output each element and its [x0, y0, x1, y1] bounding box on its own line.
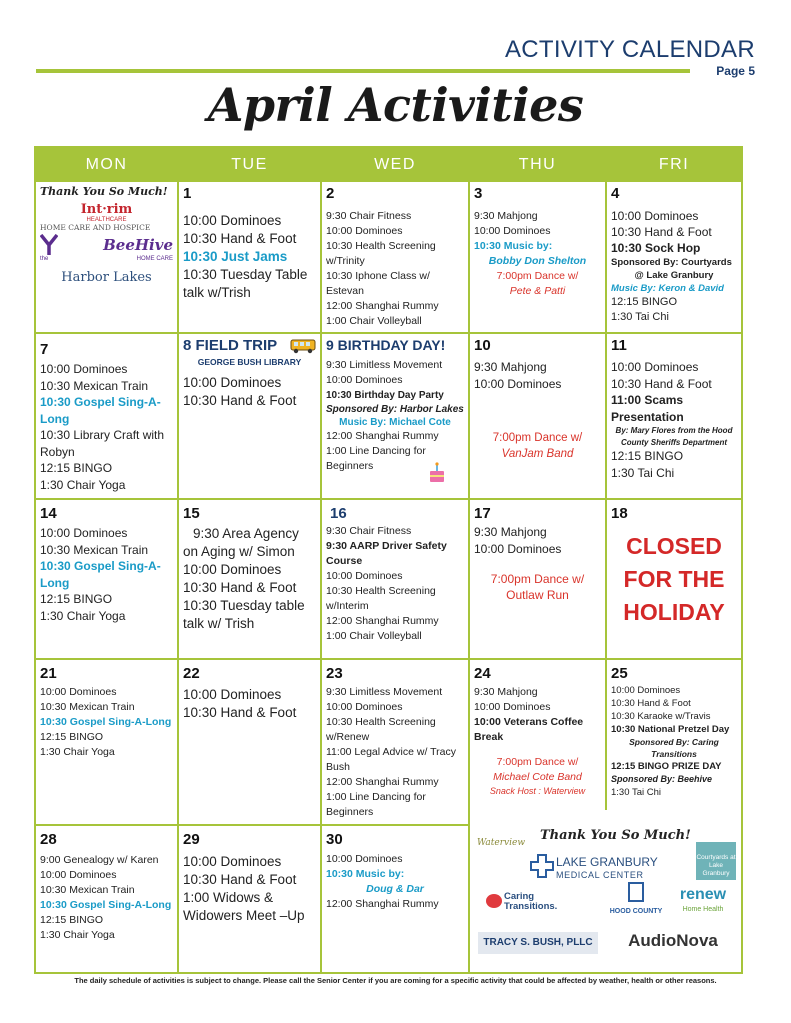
event: 10:30 Hand & Foot: [611, 225, 712, 239]
day-cell-apr-4: [607, 182, 741, 332]
day-number: 21: [40, 665, 57, 682]
day-number: 29: [183, 831, 200, 848]
event: 10:00 Dominoes: [474, 225, 551, 237]
renew-logo: renew: [679, 886, 727, 903]
day-cell-apr-10: [470, 334, 605, 498]
event: 10:30 Mexican Train: [40, 701, 135, 713]
day-number: 28: [40, 831, 57, 848]
event: 9:30 Mahjong: [474, 525, 547, 539]
event: 9:30 AARP Driver Safety Course: [326, 540, 447, 567]
header-rule: [36, 69, 690, 73]
day-cell-apr-8: [179, 334, 320, 498]
lake-granbury-logo: LAKE GRANBURY: [556, 855, 658, 869]
event-dance: Michael Cote Band: [493, 771, 582, 783]
day-cell-apr-29: [179, 826, 320, 972]
event-dance: Pete & Patti: [509, 285, 566, 297]
event: 1:30 Chair Yoga: [40, 477, 126, 492]
day-number: 22: [183, 665, 200, 682]
event: 1:00 Widows & Widowers Meet –Up: [183, 890, 305, 923]
closed-line: FOR THE: [623, 566, 725, 592]
day-number: 16: [330, 505, 347, 522]
event: 10:00 Dominoes: [183, 562, 282, 577]
day-mon: MON: [85, 156, 128, 173]
event: 12:15 BINGO: [40, 731, 104, 743]
event: 10:30 Hand & Foot: [183, 580, 297, 595]
event: 1:30 Chair Yoga: [40, 929, 115, 941]
event: 10:00 Dominoes: [326, 701, 403, 713]
event: 11:00 Legal Advice w/ Tracy Bush: [326, 746, 456, 773]
sponsor-cell-bottom: [470, 826, 741, 972]
audionova-logo: AudioNova: [628, 931, 718, 950]
event: 10:00 Dominoes: [326, 225, 403, 237]
event: 10:00 Dominoes: [474, 541, 562, 556]
event: 10:30 Hand & Foot: [611, 376, 712, 391]
day-number: 10: [474, 337, 491, 354]
event-music: Music By: Michael Cote: [339, 417, 451, 428]
event-dance: 7:00pm Dance w/: [490, 572, 585, 586]
event: 10:30 Hand & Foot: [183, 705, 297, 720]
day-cell-apr-15: [179, 500, 320, 658]
event: 12:00 Shanghai Rummy: [326, 776, 439, 788]
event: 10:30 Mexican Train: [40, 542, 149, 557]
closed-line: HOLIDAY: [623, 599, 725, 625]
interim-home-care: HOME CARE AND HOSPICE: [40, 223, 151, 232]
event-highlight: 10:30 Music by:: [326, 868, 405, 880]
event: 12:15 BINGO PRIZE DAY: [611, 761, 722, 772]
day-cell-apr-17: [470, 500, 605, 658]
event: 12:00 Shanghai Rummy: [326, 430, 439, 442]
day-cell-apr-7: [36, 334, 177, 498]
event: 10:30 Hand & Foot: [611, 698, 691, 709]
event: 10:00 Dominoes: [611, 209, 699, 223]
bus-icon: [290, 338, 316, 354]
event: 11:00 Scams Presentation: [611, 393, 684, 424]
event: 10:00 Dominoes: [183, 375, 282, 390]
day-number: 25: [611, 665, 628, 682]
event-highlight: 10:30 Music by:: [474, 240, 553, 252]
tracy-bush-logo: TRACY S. BUSH, PLLC: [478, 932, 598, 954]
day-cell-apr-21: [36, 660, 177, 824]
caring-transitions-logo: Caring Transitions.: [504, 891, 558, 912]
day-number: 1: [183, 185, 192, 202]
event-music: Music By: Keron & David: [611, 283, 724, 294]
ymca-label: the: [40, 256, 49, 262]
event: 12:00 Shanghai Rummy: [326, 300, 439, 312]
event: 9:30 Mahjong: [474, 210, 538, 222]
event: 10:00 Dominoes: [326, 570, 403, 582]
field-trip-destination: GEORGE BUSH LIBRARY: [197, 357, 302, 367]
event-snack-host: Snack Host : Waterview: [489, 786, 586, 796]
day-cell-apr-28: [36, 826, 177, 972]
day-number: 7: [40, 341, 49, 358]
day-number: 8 FIELD TRIP: [183, 337, 278, 354]
day-cell-apr-16: [322, 500, 468, 658]
thanks-text: Thank You So Much!: [40, 185, 168, 198]
day-number: 2: [326, 185, 335, 202]
event: 10:00 Dominoes: [40, 869, 117, 881]
day-number: 9 BIRTHDAY DAY!: [326, 337, 446, 353]
event-sponsor: @ Lake Granbury: [634, 270, 714, 281]
event: 10:00 Dominoes: [183, 213, 282, 228]
day-number: 24: [474, 665, 491, 682]
cake-icon: [428, 462, 446, 484]
weekday-header: [36, 148, 741, 182]
event: 10:30 Health Screening w/Trinity: [326, 240, 436, 267]
event: 10:30 Karaoke w/Travis: [611, 711, 711, 722]
day-cell-apr-2: [322, 182, 468, 332]
event: 12:15 BINGO: [611, 296, 678, 308]
hood-county-logo: HOOD COUNTY: [609, 908, 663, 915]
event: 12:15 BINGO: [40, 461, 113, 475]
event: 10:00 Dominoes: [611, 685, 681, 696]
day-number: 23: [326, 665, 343, 682]
event-dance: 7:00pm Dance w/: [496, 756, 579, 768]
day-number: 11: [611, 337, 627, 354]
beehive-logo: BeeHive: [103, 235, 173, 254]
event: 10:30 Tuesday Table talk w/Trish: [183, 267, 308, 300]
event: 9:30 Mahjong: [474, 686, 538, 698]
day-cell-apr-11: [607, 334, 741, 498]
event: 12:15 BINGO: [40, 592, 113, 606]
event: 1:30 Tai Chi: [611, 465, 675, 480]
day-wed: WED: [374, 156, 416, 173]
event: 1:00 Line Dancing for Beginners: [326, 445, 426, 472]
caring-transitions-icon: [486, 894, 502, 908]
event: 10:30 Mexican Train: [40, 884, 135, 896]
day-number: 17: [474, 505, 491, 522]
event: 10:30 Health Screening w/Renew: [326, 716, 436, 743]
event: 1:30 Chair Yoga: [40, 746, 115, 758]
interim-sub: HEALTHCARE: [86, 217, 127, 223]
event: 10:30 National Pretzel Day: [611, 724, 730, 735]
event: 10:30 Hand & Foot: [183, 231, 297, 246]
day-number: 14: [40, 505, 57, 522]
day-number: 3: [474, 185, 483, 202]
beehive-sub: HOME CARE: [136, 256, 173, 262]
day-number: 18: [611, 505, 628, 522]
event-highlight: 10:30 Gospel Sing-A-Long: [40, 716, 172, 728]
event: 12:00 Shanghai Rummy: [326, 898, 439, 910]
event-presenter: By: Mary Flores from the Hood County Sheriffs Department: [615, 426, 733, 447]
event-highlight: 10:30 Gospel Sing-A-Long: [40, 899, 172, 911]
page-number: Page 5: [716, 64, 755, 78]
schedule-disclaimer: The daily schedule of activities is subject to change. Please call the Senior Center if you are coming for a specific activity that could be affected by weather, health or other reasons.: [74, 976, 717, 985]
lake-granbury-sub: MEDICAL CENTER: [556, 870, 644, 880]
event: 10:00 Dominoes: [40, 526, 128, 540]
event-sponsor: Sponsored By: Caring Transitions: [629, 737, 719, 759]
event-highlight: 10:30 Just Jams: [183, 249, 288, 264]
event: 10:30 Library Craft with Robyn: [40, 428, 165, 459]
waterview-logo: Waterview: [476, 838, 526, 848]
event: 10:30 Tuesday table talk w/ Trish: [183, 598, 305, 631]
day-cell-apr-3: [470, 182, 605, 332]
event-dance: VanJam Band: [501, 448, 574, 460]
event: 9:30 Limitless Movement: [326, 359, 443, 371]
event-sponsor: Sponsored By: Courtyards: [611, 257, 732, 268]
day-thu: THU: [518, 156, 557, 173]
event: 9:30 Area Agency on Aging w/ Simon: [183, 526, 299, 559]
renew-sub: Home Health: [682, 906, 724, 913]
event: 10:00 Dominoes: [183, 854, 282, 869]
event-highlight: Doug & Dar: [366, 883, 424, 895]
event: 10:00 Dominoes: [474, 376, 562, 391]
event: 12:00 Shanghai Rummy: [326, 615, 439, 627]
event-highlight: Bobby Don Shelton: [488, 255, 587, 267]
event: 9:00 Genealogy w/ Karen: [40, 854, 159, 866]
event: 1:30 Tai Chi: [611, 311, 669, 323]
sponsor-cell-top: [36, 182, 177, 332]
event: 10:30 Birthday Day Party: [326, 390, 444, 401]
day-cell-apr-25: [607, 660, 741, 824]
medical-cross-icon: [530, 854, 554, 878]
day-cell-apr-9: [322, 334, 468, 498]
harbor-lakes-logo: Harbor Lakes: [61, 270, 152, 285]
event: 10:00 Dominoes: [326, 374, 403, 386]
event: 12:15 BINGO: [40, 914, 104, 926]
event: 12:15 BINGO: [611, 449, 684, 463]
event: 1:00 Chair Volleyball: [326, 315, 422, 327]
day-cell-apr-30: [322, 826, 468, 972]
event: 1:00 Chair Volleyball: [326, 630, 422, 642]
event: 10:30 Hand & Foot: [183, 872, 297, 887]
closed-line: CLOSED: [626, 533, 722, 559]
closed-notice: [611, 530, 737, 629]
courtyards-logo: Courtyards at Lake Granbury: [696, 842, 736, 880]
interim-logo: Int·rim: [80, 202, 133, 217]
event: 9:30 Limitless Movement: [326, 686, 443, 698]
event-dance: 7:00pm Dance w/: [492, 432, 583, 444]
event: 10:00 Dominoes: [611, 360, 699, 374]
day-number: 4: [611, 185, 620, 202]
event: 10:00 Dominoes: [474, 701, 551, 713]
event: 1:30 Chair Yoga: [40, 608, 126, 623]
event: 9:30 Chair Fitness: [326, 525, 412, 537]
library-icon: [628, 882, 644, 902]
event-dance: 7:00pm Dance w/: [496, 270, 579, 282]
event: 10:30 Hand & Foot: [183, 393, 297, 408]
day-tue: TUE: [231, 156, 268, 173]
event-dance: Outlaw Run: [506, 588, 569, 602]
day-fri: FRI: [658, 156, 690, 173]
thanks-text: Thank You So Much!: [540, 828, 691, 843]
month-title: April Activities: [207, 78, 584, 132]
event: 10:00 Dominoes: [326, 853, 403, 865]
event-sponsor: Sponsored By: Beehive: [611, 774, 713, 784]
event: 1:00 Line Dancing for Beginners: [326, 791, 426, 818]
event: 10:30 Sock Hop: [611, 241, 701, 255]
day-cell-apr-14: [36, 500, 177, 658]
event-sponsor: Sponsored By: Harbor Lakes: [326, 404, 464, 415]
event: 10:00 Veterans Coffee Break: [474, 716, 584, 743]
event-highlight: 10:30 Gospel Sing-A-Long: [40, 395, 161, 426]
event-highlight: 10:30 Gospel Sing-A-Long: [40, 559, 161, 590]
event: 10:00 Dominoes: [40, 362, 128, 376]
day-number: 30: [326, 831, 343, 848]
calendar-grid: [34, 146, 743, 974]
event: 1:30 Tai Chi: [611, 787, 661, 798]
ymca-logo: [40, 234, 58, 256]
day-cell-apr-18: [607, 500, 741, 658]
page-header-title: ACTIVITY CALENDAR: [504, 36, 755, 63]
day-cell-apr-24: [470, 660, 605, 824]
event: 10:00 Dominoes: [40, 686, 117, 698]
day-number: 15: [183, 505, 200, 522]
event: 10:30 Mexican Train: [40, 378, 149, 393]
day-cell-apr-1: [179, 182, 320, 332]
day-cell-apr-22: [179, 660, 320, 824]
event: 10:00 Dominoes: [183, 687, 282, 702]
day-cell-apr-23: [322, 660, 468, 824]
event: 10:30 Iphone Class w/ Estevan: [326, 270, 430, 297]
event: 9:30 Chair Fitness: [326, 210, 412, 222]
event: 9:30 Mahjong: [474, 360, 547, 374]
event: 10:30 Health Screening w/Interim: [326, 585, 436, 612]
